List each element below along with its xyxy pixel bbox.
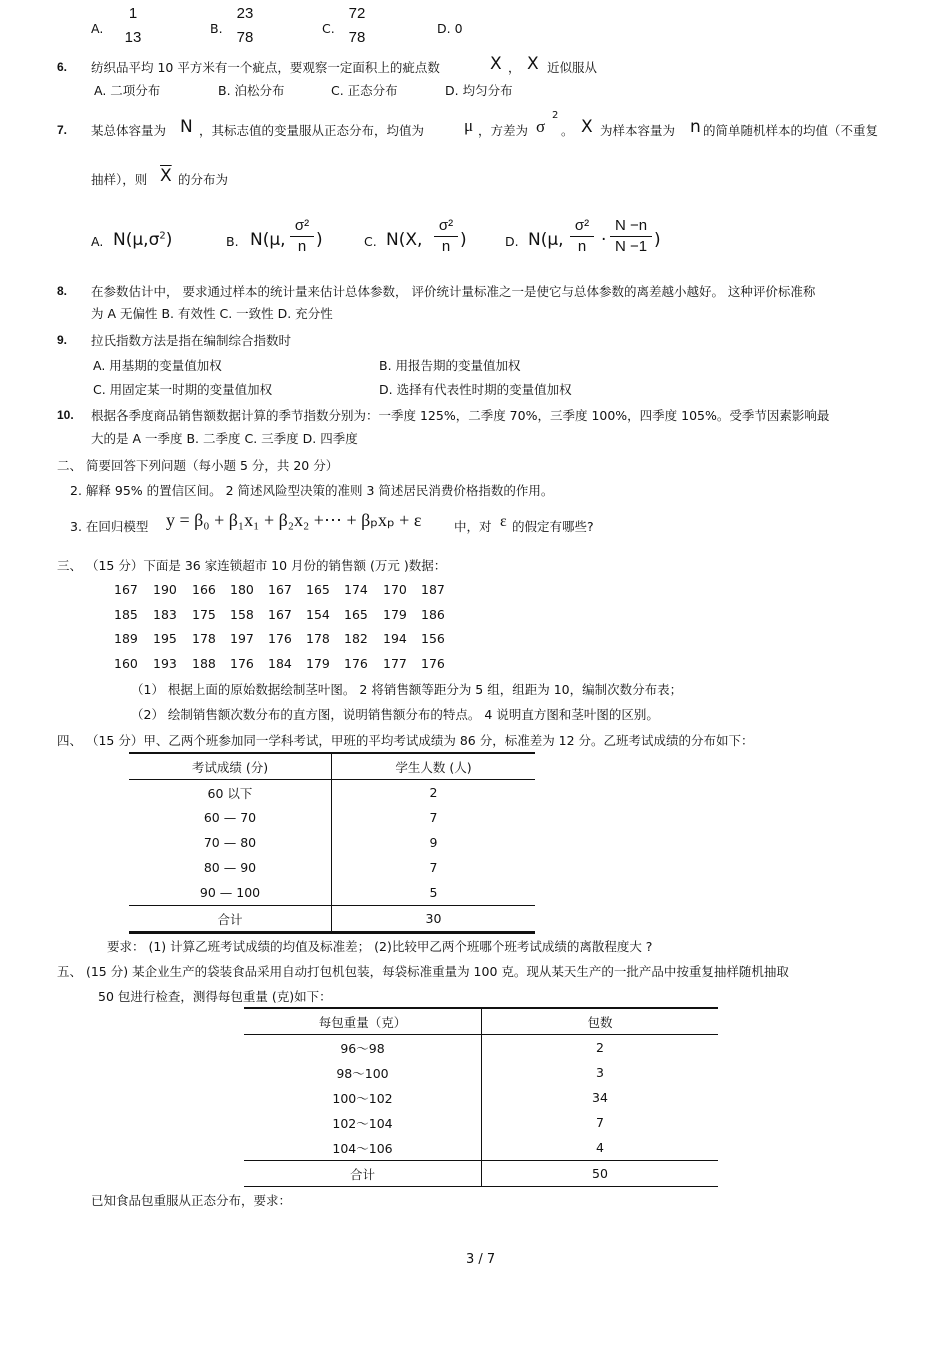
sales-value: 167 [268, 607, 292, 622]
table-row [129, 855, 535, 880]
q5-option-a-fraction: 1 13 [124, 5, 142, 46]
header-cell: 每包重量（克） [244, 1008, 482, 1035]
header-cell: 包数 [482, 1008, 719, 1035]
sales-value: 165 [344, 607, 368, 622]
section-title: 五、 (15 分) 某企业生产的袋装食品采用自动打包机包装，每袋标准重量为 100 克。现从某天生产的一批产品中按重复抽样随机抽取 [57, 964, 789, 979]
question-text: 为样本容量为 [600, 123, 676, 138]
option-c: C. 用固定某一时期的变量值加权 [93, 382, 273, 397]
section-item-3: 的假定有哪些? [512, 519, 594, 534]
table-total-row [244, 1161, 718, 1187]
table-cell: 96～98 [244, 1035, 482, 1061]
sales-value: 156 [421, 631, 445, 646]
table-row [244, 1085, 718, 1110]
sales-value: 182 [344, 631, 368, 646]
option-d: D. 选择有代表性时期的变量值加权 [379, 382, 572, 397]
sales-value: 180 [230, 582, 254, 597]
table-cell: 7 [596, 1115, 604, 1130]
question-text-line2: 的分布为 [178, 172, 229, 187]
option-d-fraction-1: σ² n [568, 216, 596, 257]
header-cell: 考试成绩 (分) [129, 753, 332, 780]
sales-value: 195 [153, 631, 177, 646]
option-d-fraction-2: N −n N −1 [608, 216, 654, 257]
option-a-label: A. [91, 234, 104, 249]
variable-x-bar: $\overline{X}$ [160, 166, 172, 186]
question-options: 为 A 无偏性 B. 有效性 C. 一致性 D. 充分性 [91, 306, 333, 321]
symbol-sigma: σ [536, 117, 546, 136]
section-title: 二、 简要回答下列问题（每小题 5 分，共 20 分） [57, 458, 339, 473]
table-row [244, 1110, 718, 1135]
page-number: 3 / 7 [466, 1252, 496, 1267]
option-c-close: ) [460, 230, 467, 250]
table-row [244, 1035, 718, 1061]
variable-x: X [490, 54, 502, 74]
question-text: 拉氏指数方法是指在编制综合指数时 [91, 333, 292, 348]
option-d: D. 均匀分布 [445, 83, 513, 98]
question-text: 根据各季度商品销售额数据计算的季节指数分别为：一季度 125%，二季度 70%，三季度 100%，四季度 105%。受季节因素影响最 [91, 408, 830, 423]
sales-value: 188 [192, 656, 216, 671]
sales-value: 166 [192, 582, 216, 597]
table-cell: 50 [482, 1161, 719, 1187]
option-d-dot: · [601, 230, 607, 250]
table-header-row [244, 1008, 718, 1035]
sales-value: 170 [383, 582, 407, 597]
sales-value: 183 [153, 607, 177, 622]
table-cell: 合计 [129, 906, 332, 933]
symbol-mu: μ [464, 116, 474, 135]
table-cell: 4 [596, 1140, 604, 1155]
section-tail-text: 已知食品包重服从正态分布，要求： [91, 1193, 292, 1208]
option-b: B. 用报告期的变量值加权 [379, 358, 521, 373]
table-cell: 2 [429, 785, 438, 800]
sales-value: 176 [344, 656, 368, 671]
question-text: 某总体容量为 [91, 123, 167, 138]
option-d-label: D. [505, 234, 519, 249]
question-text: 的简单随机样本的均值（不重复 [703, 123, 879, 138]
section-item-3: 中，对 [454, 519, 492, 534]
option-a: A. 用基期的变量值加权 [93, 358, 222, 373]
question-number: 10. [57, 408, 74, 422]
sales-value: 178 [306, 631, 330, 646]
question-text: ，方差为 [478, 123, 529, 138]
variable-x: X [581, 117, 593, 137]
sales-value: 185 [114, 607, 138, 622]
q5-option-d: D. 0 [437, 21, 463, 36]
sales-value: 167 [268, 582, 292, 597]
section-title: 四、 （15 分）甲、乙两个班参加同一学科考试，甲班的平均考试成绩为 86 分，标准差为 12 分。乙班考试成绩的分布如下： [57, 733, 754, 748]
sales-value: 176 [230, 656, 254, 671]
table-cell: 60 以下 [129, 780, 332, 806]
table-cell: 30 [332, 906, 536, 933]
table-cell: 7 [429, 860, 438, 875]
table-cell: 9 [429, 835, 438, 850]
question-text-line2: 抽样），则 [91, 172, 148, 187]
table-row [129, 880, 535, 906]
section-item-3: 3. 在回归模型 [70, 519, 149, 534]
punctuation: 。 [561, 123, 574, 138]
score-distribution-table [129, 752, 535, 934]
option-c: C. 正态分布 [331, 83, 398, 98]
option-b-prefix: N(μ, [250, 230, 286, 250]
table-cell: 34 [592, 1090, 608, 1105]
separator: ， [508, 60, 521, 75]
sales-value: 194 [383, 631, 407, 646]
package-weight-table [244, 1007, 718, 1187]
q5-option-a-label: A. [91, 21, 104, 36]
sales-value: 176 [421, 656, 445, 671]
variable-n: n [690, 117, 701, 137]
superscript-2: 2 [552, 110, 559, 121]
table-cell: 80 — 90 [129, 855, 332, 880]
q5-option-b-fraction: 23 78 [236, 5, 254, 46]
table-header-row [129, 753, 535, 780]
sub-question-1: （1） 根据上面的原始数据绘制茎叶图。 2 将销售额等距分为 5 组，组距为 10，编制次数分布表； [131, 682, 683, 697]
sales-value: 187 [421, 582, 445, 597]
question-number: 9. [57, 333, 68, 347]
question-number: 7. [57, 123, 68, 137]
sales-value: 175 [192, 607, 216, 622]
sales-value: 174 [344, 582, 368, 597]
sales-value: 189 [114, 631, 138, 646]
sales-value: 154 [306, 607, 330, 622]
section-title: 三、 （15 分）下面是 36 家连锁超市 10 月份的销售额 (万元 )数据： [57, 558, 447, 573]
option-d-close: ) [654, 230, 661, 250]
header-cell: 学生人数 (人) [332, 753, 536, 780]
option-d-prefix: N(μ, [528, 230, 564, 250]
table-row [244, 1135, 718, 1161]
table-cell: 60 — 70 [129, 805, 332, 830]
question-text: 在参数估计中， 要求通过样本的统计量来估计总体参数， 评价统计量标准之一是使它与总体参数的离差越小越好。 这种评价标准称 [91, 284, 816, 299]
sales-value: 177 [383, 656, 407, 671]
table-row [129, 805, 535, 830]
symbol-epsilon: ε [500, 513, 507, 530]
sales-value: 158 [230, 607, 254, 622]
q5-option-c-fraction: 72 78 [348, 5, 366, 46]
section-text: 50 包进行检查，测得每包重量 (克)如下： [98, 989, 332, 1004]
option-b-label: B. [226, 234, 239, 249]
sales-value: 193 [153, 656, 177, 671]
table-row [129, 780, 535, 806]
table-cell: 90 — 100 [129, 880, 332, 906]
q5-option-b-label: B. [210, 21, 223, 36]
question-number: 8. [57, 284, 68, 298]
table-cell: 98～100 [244, 1060, 482, 1085]
option-c-label: C. [364, 234, 377, 249]
option-a: A. 二项分布 [94, 83, 161, 98]
option-a-formula: $N(\mu,\sigma^2)$ [113, 230, 173, 250]
sales-value: 179 [383, 607, 407, 622]
sales-value: 178 [192, 631, 216, 646]
sales-value: 176 [268, 631, 292, 646]
table-cell: 102～104 [244, 1110, 482, 1135]
sales-value: 186 [421, 607, 445, 622]
table-row [244, 1060, 718, 1085]
sales-value: 197 [230, 631, 254, 646]
question-number: 6. [57, 60, 68, 74]
option-b-close: ) [316, 230, 323, 250]
sales-value: 184 [268, 656, 292, 671]
question-options: 大的是 A 一季度 B. 二季度 C. 三季度 D. 四季度 [91, 431, 358, 446]
sales-value: 179 [306, 656, 330, 671]
variable-n-upper: N [180, 117, 193, 137]
table-cell: 7 [429, 810, 438, 825]
option-c-fraction: σ² n [432, 216, 460, 257]
requirements: 要求： (1) 计算乙班考试成绩的均值及标准差； (2)比较甲乙两个班哪个班考试成绩的离散程度大 ? [107, 939, 653, 954]
question-text-tail: 近似服从 [547, 60, 598, 75]
option-b-fraction: σ² n [288, 216, 316, 257]
sales-value: 190 [153, 582, 177, 597]
variable-x: X [527, 54, 539, 74]
table-cell: 5 [429, 885, 438, 900]
question-text: ，其标志值的变量服从正态分布，均值为 [199, 123, 425, 138]
table-cell: 104～106 [244, 1135, 482, 1161]
regression-formula: y = β₀ + β₁x₁ + β₂x₂ +⋯ + βₚxₚ + ε [166, 510, 422, 530]
table-cell: 70 — 80 [129, 830, 332, 855]
table-cell: 100～102 [244, 1085, 482, 1110]
sales-value: 167 [114, 582, 138, 597]
sales-value: 160 [114, 656, 138, 671]
table-cell: 3 [596, 1065, 604, 1080]
table-row [129, 830, 535, 855]
table-total-row [129, 906, 535, 933]
option-c-prefix: N(X, [386, 230, 423, 250]
table-cell: 合计 [244, 1161, 482, 1187]
option-b: B. 泊松分布 [218, 83, 285, 98]
table-cell: 2 [596, 1040, 604, 1055]
section-item: 2. 解释 95% 的置信区间。 2 简述风险型决策的准则 3 简述居民消费价格指数的作用。 [70, 483, 554, 498]
sales-value: 165 [306, 582, 330, 597]
sub-question-2: （2） 绘制销售额次数分布的直方图，说明销售额分布的特点。 4 说明直方图和茎叶图的区别。 [131, 707, 659, 722]
q5-option-c-label: C. [322, 21, 335, 36]
question-text: 纺织品平均 10 平方米有一个疵点，要观察一定面积上的疵点数 [91, 60, 440, 75]
